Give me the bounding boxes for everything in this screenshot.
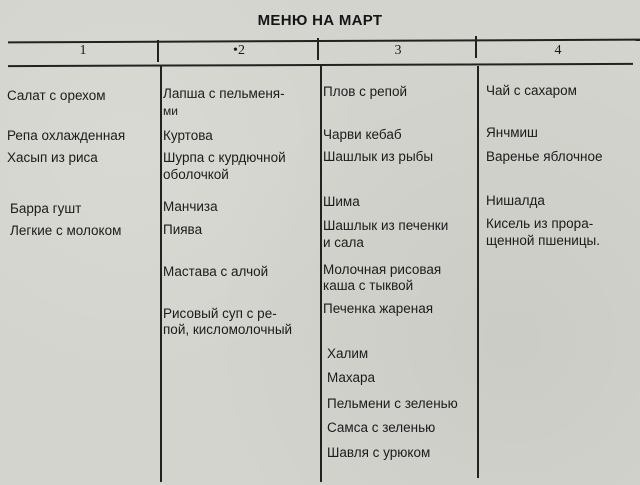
dish-col1: Легкие с молоком	[10, 223, 122, 238]
dish-col2: оболочкой	[163, 167, 229, 182]
dish-col2: Мастава с алчой	[163, 264, 269, 279]
dish-col3: Самса с зеленью	[327, 420, 436, 435]
dish-col1: Хасып из риса	[7, 150, 98, 165]
dish-col2: Манчиза	[163, 199, 218, 214]
dish-col2: пой, кисломолочный	[163, 322, 293, 337]
dish-col1: Салат с орехом	[7, 88, 106, 103]
column-header-3: 3	[394, 43, 402, 58]
column-divider-1-body	[160, 66, 162, 482]
dish-col3: Печенка жареная	[323, 301, 434, 316]
dish-col2: ми	[163, 104, 178, 118]
dish-col3: каша с тыквой	[323, 278, 414, 293]
dish-col4: Кисель из прора-	[486, 216, 594, 231]
dish-col3: Шашлык из рыбы	[323, 149, 434, 164]
dish-col3: Махара	[327, 370, 376, 385]
dish-col3: и сала	[323, 235, 364, 250]
dish-col3: Пельмени с зеленью	[327, 396, 458, 411]
dish-col4: Чай с сахаром	[486, 83, 577, 98]
dish-col3: Шавля с урюком	[327, 445, 431, 460]
dish-col3: Халим	[327, 346, 369, 361]
dish-col2: Куртова	[163, 128, 213, 143]
dish-col2: Лапша с пельменя-	[163, 86, 285, 101]
dish-col4: Нишалда	[486, 193, 545, 208]
column-divider-3-body	[477, 66, 479, 478]
column-header-2: •2	[233, 43, 245, 58]
column-header-1: 1	[79, 43, 87, 58]
dish-col4: Варенье яблочное	[486, 149, 603, 164]
dish-col3: Чарви кебаб	[323, 127, 402, 142]
dish-col3: Шашлык из печенки	[323, 218, 449, 233]
dish-col2: Пиява	[163, 222, 203, 237]
dish-col3: Плов с репой	[323, 84, 408, 99]
dish-col3: Молочная рисовая	[323, 262, 442, 277]
dish-col3: Шима	[323, 194, 360, 209]
dish-col1: Репа охлажденная	[7, 128, 126, 143]
dish-col1: Барра гушт	[10, 201, 82, 216]
menu-title: МЕНЮ НА МАРТ	[257, 12, 383, 29]
dish-col2: Шурпа с курдючной	[163, 150, 286, 165]
dish-col4: Янчмиш	[486, 125, 538, 140]
dish-col4: щенной пшеницы.	[486, 233, 601, 248]
dish-col2: Рисовый суп с ре-	[163, 306, 277, 321]
column-divider-2-body	[320, 66, 322, 482]
column-header-4: 4	[554, 43, 562, 58]
